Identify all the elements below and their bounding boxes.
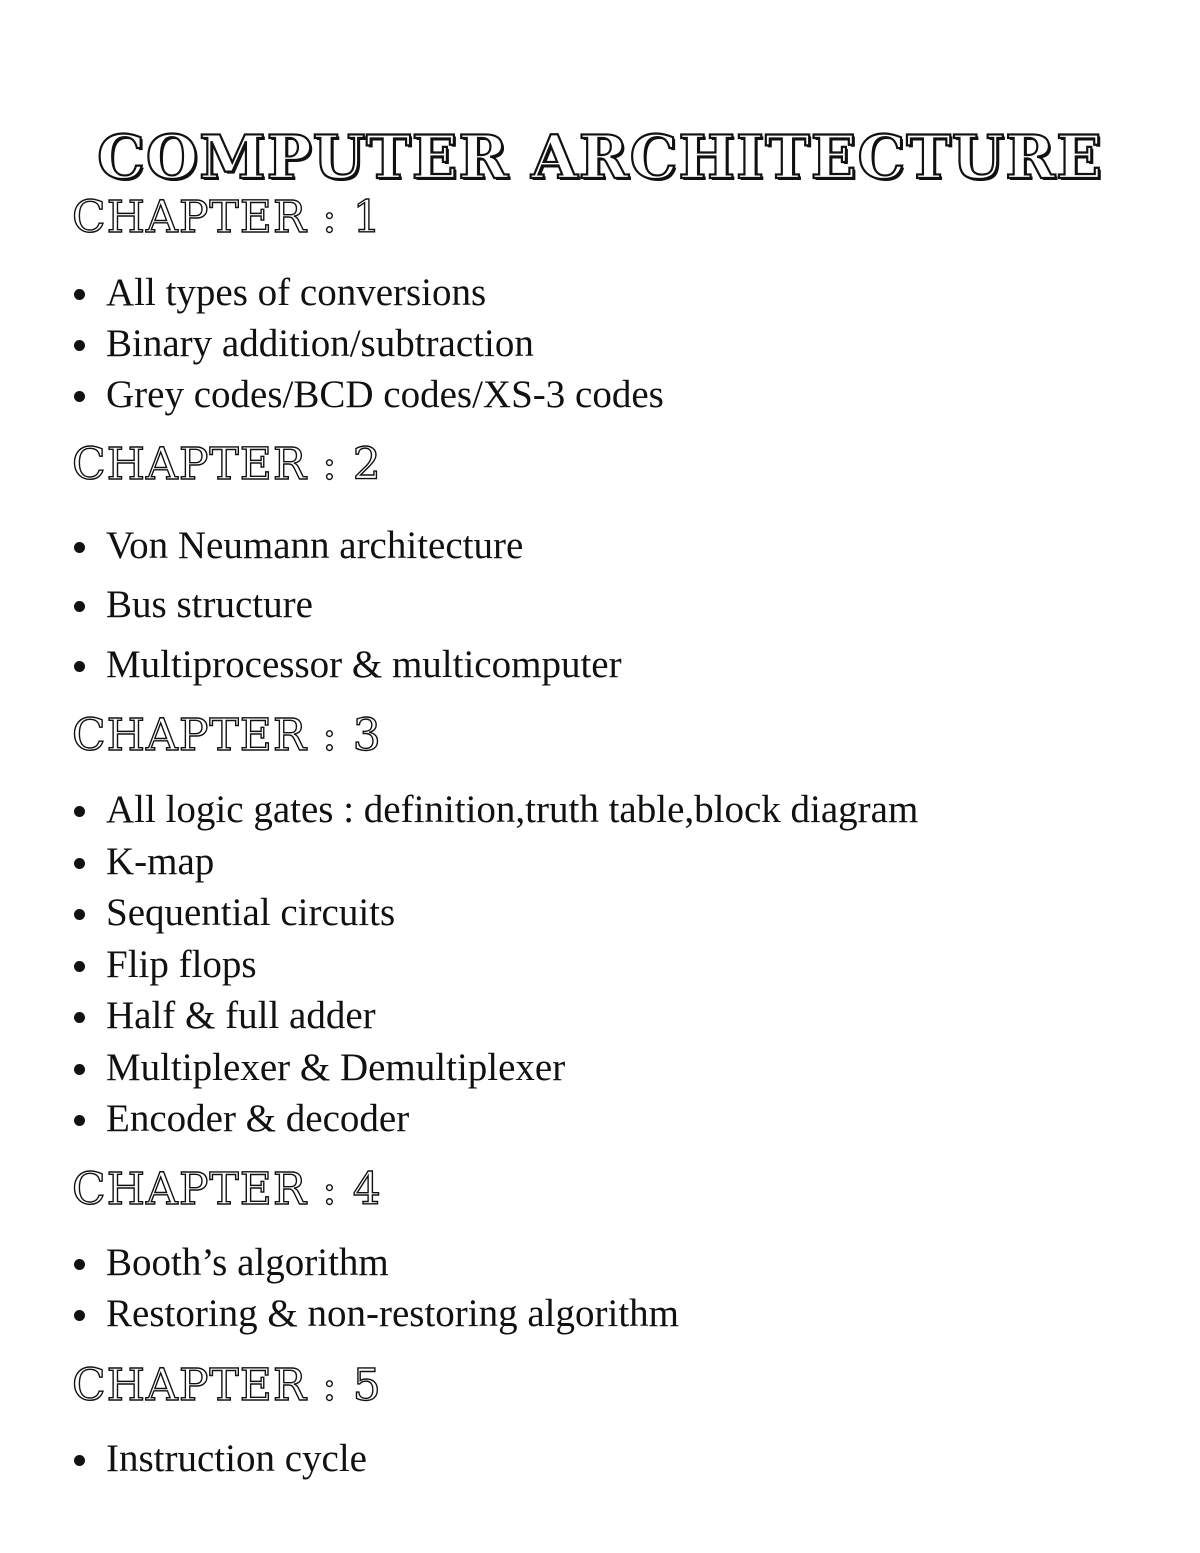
chapter-5-list	[72, 1439, 367, 1490]
list-item-text: Bus structure	[106, 583, 313, 626]
bullet-icon	[74, 1064, 85, 1075]
list-item-text: Flip flops	[106, 942, 257, 986]
chapter-4-list	[72, 1243, 679, 1345]
list-item	[72, 893, 918, 945]
list-item-text: All logic gates : definition,truth table,block diagram	[106, 788, 919, 831]
bullet-icon	[74, 340, 85, 351]
bullet-icon	[74, 1012, 85, 1023]
list-item-text: Booth’s algorithm	[106, 1241, 389, 1284]
list-item	[72, 645, 622, 705]
list-item	[72, 1045, 918, 1100]
bullet-icon	[74, 542, 85, 553]
list-item	[72, 1099, 918, 1151]
list-item	[72, 996, 918, 1048]
bullet-icon	[74, 661, 85, 672]
chapter-3-list	[72, 790, 918, 1151]
bullet-icon	[74, 806, 85, 817]
bullet-icon	[74, 289, 85, 300]
list-item	[72, 324, 664, 375]
list-item-text: Binary addition/subtraction	[106, 322, 534, 365]
chapter-2-heading: CHAPTER : 2	[72, 439, 382, 490]
list-item-text: Encoder & decoder	[106, 1097, 410, 1140]
list-item-text: All types of conversions	[106, 271, 487, 314]
list-item-text: Half & full adder	[106, 994, 376, 1037]
list-item	[72, 1294, 679, 1345]
bullet-icon	[74, 1310, 85, 1321]
list-item-text: Multiplexer & Demultiplexer	[106, 1045, 566, 1089]
chapter-1-heading: CHAPTER : 1	[72, 192, 382, 243]
bullet-icon	[74, 1455, 85, 1466]
list-item-text: Instruction cycle	[106, 1437, 367, 1480]
list-item	[72, 839, 918, 894]
bullet-icon	[74, 909, 85, 920]
chapter-5-heading: CHAPTER : 5	[72, 1360, 382, 1411]
list-item	[72, 375, 664, 426]
chapter-4-heading: CHAPTER : 4	[72, 1164, 382, 1215]
list-item	[72, 585, 622, 645]
list-item-text: Sequential circuits	[106, 891, 396, 934]
chapter-2-list	[72, 526, 622, 705]
chapter-3-heading: CHAPTER : 3	[72, 710, 382, 761]
list-item	[72, 1439, 367, 1490]
bullet-icon	[74, 1115, 85, 1126]
bullet-icon	[74, 601, 85, 612]
list-item-text: Von Neumann architecture	[106, 524, 524, 567]
list-item	[72, 273, 664, 324]
chapter-1-list	[72, 273, 664, 426]
document-title: COMPUTER ARCHITECTURE	[97, 123, 1103, 194]
bullet-icon	[74, 858, 85, 869]
list-item	[72, 526, 622, 585]
list-item-text: Multiprocessor & multicomputer	[106, 643, 622, 686]
list-item-text: Restoring & non-restoring algorithm	[106, 1292, 680, 1335]
bullet-icon	[74, 391, 85, 402]
bullet-icon	[74, 1259, 85, 1270]
list-item-text: K-map	[106, 839, 215, 883]
bullet-icon	[74, 961, 85, 972]
list-item	[72, 942, 918, 997]
list-item	[72, 790, 918, 842]
list-item-text: Grey codes/BCD codes/XS-3 codes	[106, 373, 664, 416]
list-item	[72, 1243, 679, 1294]
